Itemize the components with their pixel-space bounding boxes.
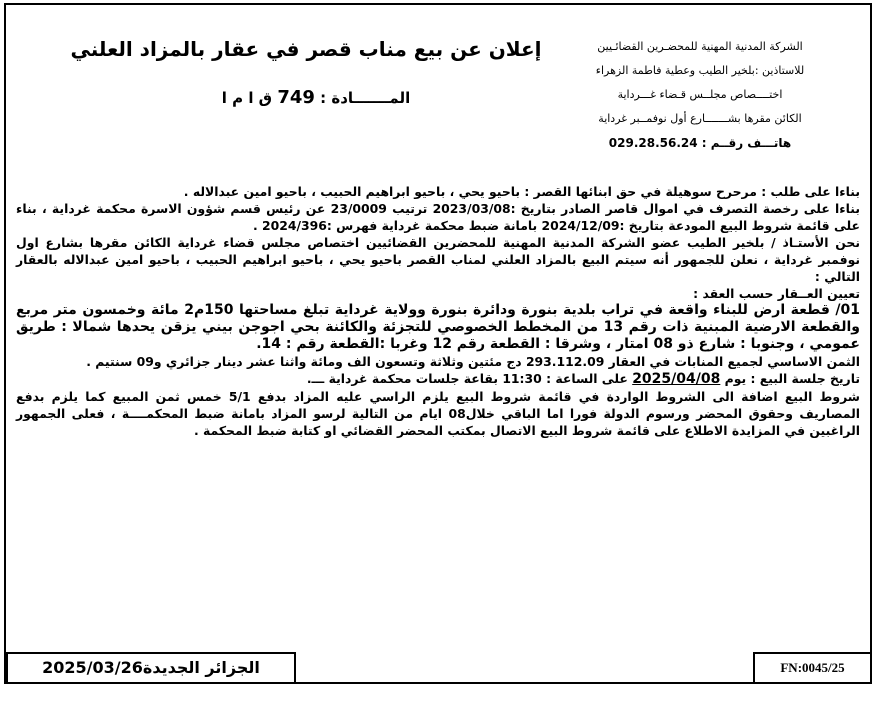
paragraph-sale-conditions: شروط البيع اضافة الى الشروط الواردة في قائمة شروط البيع يلزم الراسي عليه المزاد بدفع 5/1 خمس ثمن المبيع كما يلزم بدفع المصاريف وحقوق المحضر ورسوم الدولة فورا اما الباقي خلال08 ايام من التالية لرسو المزاد بامانة ضبط المحكمــــة ، فعلى الجمهور الراغبين في المزايدة الاطلاع على قائمة شروط البيع الاتصال بمكتب المحضر القضائي او كتابة ضبط المحكمة . (16, 389, 861, 438)
announcement-frame (4, 3, 872, 684)
office-phone: هاتـــف رقــم : 029.28.56.24 (608, 136, 792, 150)
paragraph-base-price: الثمن الاساسي لجميع المنابات في العقار 293.112.09 دج مئتين وثلاثة وتسعون الف ومائة واثنا عشر دينار جزائري و09 سنتيم . (86, 354, 860, 369)
paragraph-sale-date (16, 370, 860, 388)
announcement-body (16, 183, 860, 439)
file-number: 749 (277, 87, 315, 108)
fn-reference-box: FN:0045/25 (753, 652, 872, 684)
paragraph-request: بناءا على طلب : مرحرح سوهيلة في حق ابنائها القصر : باحيو يحي ، باحيو ابراهيم الحبيب ، باحيو امين عبدالاله . (183, 184, 860, 199)
paragraph-bailiff: نحن الأستـاذ / بلخير الطيب عضو الشركة المدنية المهنية للمحضرين القضائيين اختصاص مجلس قضاء غرداية الكائن مقرها بشارع اول نوفمبر غرداية ، نعلن للجمهور أنه سيتم البيع بالمزاد العلني لمناب القصر باحيو يحي ، باحيو ابراهيم الحبيب ، باحيو امين عبدالاله بالعقار التالي : (16, 235, 860, 284)
sale-date-prefix: تاريخ جلسة البيع : يوم (724, 371, 860, 386)
company-name: الشركة المدنية المهنية للمحضـرين القضائـيين (597, 40, 803, 53)
jurisdiction: اختــــصاص مجلــس قـضاء غـــرداية (617, 88, 783, 101)
newspaper-date-box: الجزائر الجديدة2025/03/26 (6, 652, 296, 684)
paragraph-authorization: بناءا على رخصة التصرف في اموال قاصر الصادر بتاريخ :2023/03/08 ترتيب 23/0009 عن رئيس قسم شؤون الاسرة محكمة غرداية ، بناء على قائمة شروط البيع المودعة بتاريخ :2024/12/09 بامانة ضبط محكمة غرداية فهرس :2024/396 . (16, 201, 861, 233)
sale-date: 2025/04/08 (632, 371, 721, 387)
file-suffix: ق ا م ا (221, 89, 273, 107)
paragraph-property-description: 01/ قطعة ارض للبناء واقعة في تراب بلدية بنورة ودائرة بنورة وولاية غرداية تبلغ مساحتها 150م2 مائة وخمسون متر مربع والقطعة الارضية المبنية ذات رقم 13 من المخطط الخصوصي للتجزئة والكائنة بحي اجوجن بيني يزقن يحدها شمالا : طريق عمومي ، وجنوبا : شارع ذو 08 امتار ، وشرقا : القطعة رقم 12 وغربا :القطعة رقم : 14. (16, 302, 860, 352)
office-address: الكائن مقرها بشـــــــارع أول نوفمــبر غرداية (598, 112, 802, 125)
sender-block (550, 35, 850, 155)
announcement-title: إعلان عن بيع مناب قصر في عقار بالمزاد العلني (70, 37, 542, 61)
bailiff-names: للاستاذين :بلخير الطيب وعطية فاطمة الزهراء (595, 64, 805, 77)
sale-date-suffix: على الساعة : 11:30 بقاعة جلسات محكمة غرداية ـــ. (306, 371, 628, 386)
file-label: المـــــــادة : (320, 89, 411, 107)
paragraph-property-heading: تعيين العــقار حسب العقد : (693, 286, 860, 301)
file-number-line (126, 87, 506, 108)
